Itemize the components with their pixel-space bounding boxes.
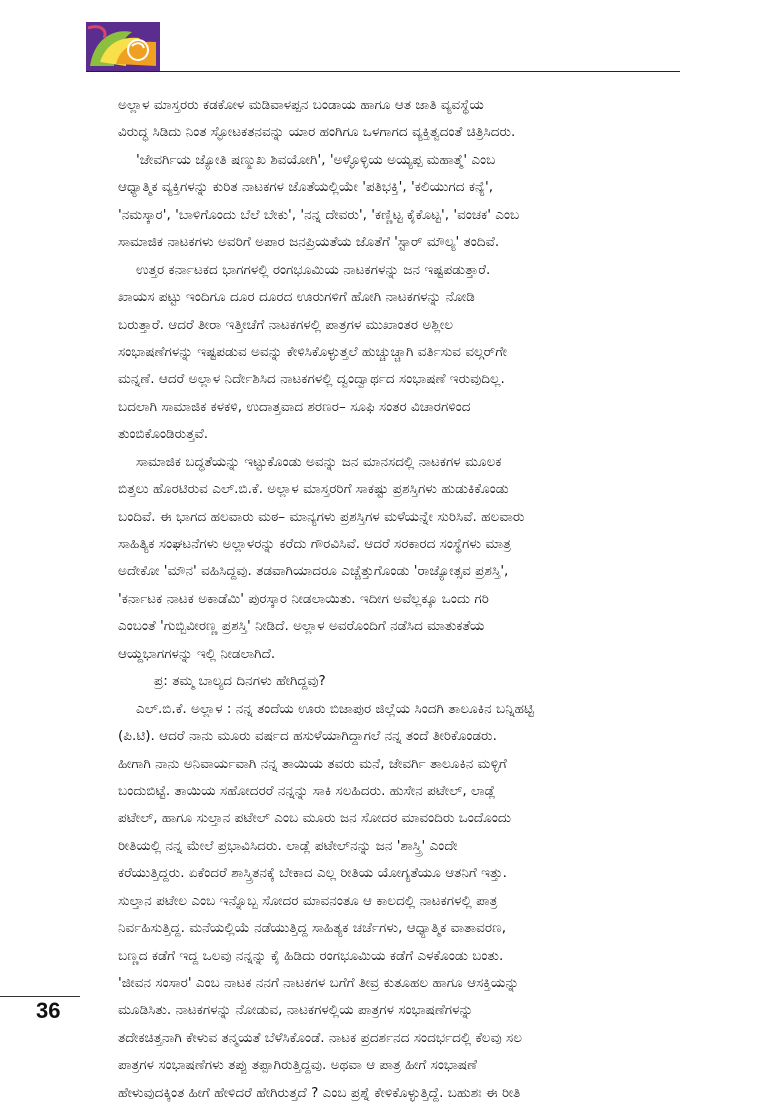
body-line: ರೀತಿಯಲ್ಲಿ ನನ್ನ ಮೇಲೆ ಪ್ರಭಾವಿಸಿದರು. ಲಾಡ್ಲೆ ಪಟೇಲ್‌ನನ್ನು ಜನ 'ಶಾಸ್ತ್ರಿ' ಎಂದೇ: [118, 837, 458, 854]
body-line: 'ನಮಸ್ಕಾರ', 'ಬಾಳಿಗೊಂದು ಬೆಲೆ ಬೇಕು', 'ನನ್ನ ದೇವರು', 'ಕಣ್ಣಿಟ್ಟ ಕೈಕೊಟ್ಟ', 'ವಂಚಕ' ಎಂಬ: [118, 206, 520, 223]
body-line: ವಿರುದ್ಧ ಸಿಡಿದು ನಿಂತ ಸ್ಫೋಟಕತನವನ್ನು ಯಾರ ಹಂಗಿಗೂ ಒಳಗಾಗದ ವ್ಯಕ್ತಿತ್ವದಂತೆ ಚಿತ್ರಿಸಿದರು.: [118, 124, 516, 141]
body-line: ಅಲ್ಲಾಳ ಮಾಸ್ತರರು ಕಡಕೋಳ ಮಡಿವಾಳಪ್ಪನ ಬಂಡಾಯ ಹಾಗೂ ಆತ ಜಾತಿ ವ್ಯವಸ್ಥೆಯ: [118, 97, 484, 113]
body-line: ಆಧ್ಯಾತ್ಮಿಕ ವ್ಯಕ್ತಿಗಳನ್ನು ಕುರಿತ ನಾಟಕಗಳ ಜೊತೆಯಲ್ಲಿಯೇ 'ಪತಿಭಕ್ತಿ', 'ಕಲಿಯುಗದ ಕನ್ಯೆ',: [118, 179, 494, 196]
body-line: ಬಂದುಬಿಟ್ಟೆ. ತಾಯಿಯ ಸಹೋದರರೆ ನನ್ನನ್ನು ಸಾಕಿ ಸಲಹಿದರು. ಹುಸೇನ ಪಟೇಲ್, ಲಾಡ್ಲೆ: [118, 782, 496, 799]
body-line: ಹೇಳುವುದಕ್ಕಿಂತ ಹೀಗೆ ಹೇಳಿದರೆ ಹೇಗಿರುತ್ತದೆ ? ಎಂಬ ಪ್ರಶ್ನೆ ಕೇಳಿಕೊಳ್ಳುತ್ತಿದ್ದೆ. ಬಹುಶಃ ಈ ರೀತಿ: [118, 1084, 521, 1101]
body-line: ಬದಲಾಗಿ ಸಾಮಾಜಿಕ ಕಳಕಳಿ, ಉದಾತ್ತವಾದ ಶರಣರ– ಸೂಫಿ ಸಂತರ ವಿಚಾರಗಳಿಂದ: [118, 398, 471, 415]
answer-line: ಎಲ್.ಬಿ.ಕೆ. ಅಲ್ಲಾಳ : ನನ್ನ ತಂದೆಯ ಊರು ಬಿಜಾಪುರ ಜಿಲ್ಲೆಯ ಸಿಂದಗಿ ತಾಲೂಕಿನ ಬನ್ನಿಹಟ್ಟಿ: [136, 700, 534, 717]
header-rule: [86, 71, 680, 72]
body-line: ಉತ್ತರ ಕರ್ನಾಟಕದ ಭಾಗಗಳಲ್ಲಿ ರಂಗಭೂಮಿಯ ನಾಟಕಗಳನ್ನು ಜನ ಇಷ್ಟಪಡುತ್ತಾರೆ.: [136, 261, 491, 278]
footer-rule: [0, 996, 80, 997]
body-line: ಸಾಮಾಜಿಕ ನಾಟಕಗಳು ಅವರಿಗೆ ಅಪಾರ ಜನಪ್ರಿಯತೆಯ ಜೊತೆಗೆ 'ಸ್ಟಾರ್ ಮೌಲ್ಯ' ತಂದಿವೆ.: [118, 234, 500, 251]
body-line: ಖಾಯಸ ಪಟ್ಟು ಇಂದಿಗೂ ದೂರ ದೂರದ ಊರುಗಳಿಗೆ ಹೋಗಿ ನಾಟಕಗಳನ್ನು ನೋಡಿ: [118, 289, 475, 306]
body-line: 'ಕರ್ನಾಟಕ ನಾಟಕ ಅಕಾಡೆಮಿ' ಪುರಸ್ಕಾರ ನೀಡಲಾಯಿತು. ಇದೀಗ ಅವೆಲ್ಲಕ್ಕೂ ಒಂದು ಗರಿ: [118, 590, 489, 607]
body-line: (ಪಿ.ಟಿ). ಆದರೆ ನಾನು ಮೂರು ವರ್ಷದ ಹಸುಳೆಯಾಗಿದ್ದಾಗಲೆ ನನ್ನ ತಂದೆ ತೀರಿಕೊಂಡರು.: [118, 728, 497, 745]
body-line: ಮನ್ನಣೆ. ಆದರೆ ಅಲ್ಲಾಳ ನಿರ್ದೇಶಿಸಿದ ನಾಟಕಗಳಲ್ಲಿ ದ್ವಂದ್ವಾರ್ಥದ ಸಂಭಾಷಣೆ ಇರುವುದಿಲ್ಲ.: [118, 371, 505, 388]
body-line: 'ಜೇವರ್ಗಿಯ ಜ್ಯೋತಿ ಷಣ್ಮುಖ ಶಿವಯೋಗಿ', 'ಅಳ್ಳೊಳ್ಳಿಯ ಅಯ್ಯಪ್ಪ ಮಹಾತ್ಮೆ' ಎಂಬ: [136, 151, 496, 168]
body-line: ನಿರ್ವಹಿಸುತ್ತಿದ್ದ. ಮನೆಯಲ್ಲಿಯೆ ನಡೆಯುತ್ತಿದ್ದ ಸಾಹಿತ್ಯಕ ಚರ್ಚೆಗಳು, ಆಧ್ಯಾತ್ಮಿಕ ವಾತಾವರಣ,: [118, 920, 507, 937]
body-line: ಪಾತ್ರಗಳ ಸಂಭಾಷಣೆಗಳು ತಪ್ಪು ತಪ್ಪಾಗಿರುತ್ತಿದ್ದವು. ಅಥವಾ ಆ ಪಾತ್ರ ಹೀಗೆ ಸಂಭಾಷಣೆ: [118, 1057, 478, 1074]
page-number: 36: [36, 998, 61, 1023]
question-line: ಪ್ರ: ತಮ್ಮ ಬಾಲ್ಯದ ದಿನಗಳು ಹೇಗಿದ್ದವು?: [154, 673, 326, 690]
article-body: [118, 92, 678, 1107]
body-line: ಕರೆಯುತ್ತಿದ್ದರು. ಏಕೆಂದರೆ ಶಾಸ್ತ್ರಿತನಕ್ಕೆ ಬೇಕಾದ ಎಲ್ಲ ರೀತಿಯ ಯೋಗ್ಯತೆಯೂ ಆತನಿಗೆ ಇತ್ತು.: [118, 865, 507, 882]
body-line: ತದೇಕಚಿತ್ತನಾಗಿ ಕೇಳುವ ತನ್ಮಯತೆ ಬೆಳೆಸಿಕೊಂಡೆ. ನಾಟಕ ಪ್ರದರ್ಶನದ ಸಂದರ್ಭದಲ್ಲಿ ಕೆಲವು ಸಲ: [118, 1029, 523, 1046]
body-line: ಹೀಗಾಗಿ ನಾನು ಅನಿವಾರ್ಯವಾಗಿ ನನ್ನ ತಾಯಿಯ ತವರು ಮನೆ, ಜೇವರ್ಗಿ ತಾಲೂಕಿನ ಮಳ್ಳಿಗೆ: [118, 755, 507, 772]
body-line: ಬಣ್ಣದ ಕಡೆಗೆ ಇದ್ದ ಒಲವು ನನ್ನನ್ನು ಕೈ ಹಿಡಿದು ರಂಗಭೂಮಿಯ ಕಡೆಗೆ ಎಳಕೊಂಡು ಬಂತು.: [118, 947, 504, 964]
body-line: ಬಂದಿವೆ. ಈ ಭಾಗದ ಹಲವಾರು ಮಠ– ಮಾನ್ಯಗಳು ಪ್ರಶಸ್ತಿಗಳ ಮಳೆಯನ್ನೇ ಸುರಿಸಿವೆ. ಹಲವಾರು: [118, 508, 525, 525]
body-line: ಎಂಬಂತೆ 'ಗುಬ್ಬಿವೀರಣ್ಣ ಪ್ರಶಸ್ತಿ' ನೀಡಿದೆ. ಅಲ್ಲಾಳ ಅವರೊಂದಿಗೆ ನಡೆಸಿದ ಮಾತುಕತೆಯ: [118, 618, 485, 635]
body-line: 'ಜೀವನ ಸಂಸಾರ' ಎಂಬ ನಾಟಕ ನನಗೆ ನಾಟಕಗಳ ಬಗೆಗೆ ತೀವ್ರ ಕುತೂಹಲ ಹಾಗೂ ಆಸಕ್ತಿಯನ್ನು: [118, 975, 520, 991]
publication-logo-icon: [86, 22, 160, 72]
body-line: ಸಾಹಿತ್ಯಿಕ ಸಂಘಟನೆಗಳು ಅಲ್ಲಾಳರನ್ನು ಕರೆದು ಗೌರವಿಸಿವೆ. ಆದರೆ ಸರಕಾರದ ಸಂಸ್ಥೆಗಳು ಮಾತ್ರ: [118, 536, 511, 552]
body-line: ಸಾಮಾಜಿಕ ಬದ್ಧತೆಯನ್ನು ಇಟ್ಟುಕೊಂಡು ಅವನ್ನು ಜನ ಮಾನಸದಲ್ಲಿ ನಾಟಕಗಳ ಮೂಲಕ: [136, 453, 502, 470]
body-line: ಬಿತ್ತಲು ಹೊರಟಿರುವ ಎಲ್.ಬಿ.ಕೆ. ಅಲ್ಲಾಳ ಮಾಸ್ತರರಿಗೆ ಸಾಕಷ್ಟು ಪ್ರಶಸ್ತಿಗಳು ಹುಡುಕಿಕೊಂಡು: [118, 481, 509, 498]
body-line: ಬರುತ್ತಾರೆ. ಆದರೆ ತೀರಾ ಇತ್ತೀಚೆಗೆ ನಾಟಕಗಳಲ್ಲಿ ಪಾತ್ರಗಳ ಮುಖಾಂತರ ಅಶ್ಲೀಲ: [118, 316, 454, 333]
body-line: ಸುಲ್ತಾನ ಪಟೇಲ ಎಂಬ ಇನ್ನೊಬ್ಬ ಸೋದರ ಮಾವನಂತೂ ಆ ಕಾಲದಲ್ಲಿ ನಾಟಕಗಳಲ್ಲಿ ಪಾತ್ರ: [118, 892, 498, 909]
body-line: ಸಂಭಾಷಣೆಗಳನ್ನು ಇಷ್ಟಪಡುವ ಅವನ್ನು ಕೇಳಿಸಿಕೊಳ್ಳುತ್ತಲೆ ಹುಚ್ಚುಚ್ಚಾಗಿ ವರ್ತಿಸುವ ವಲ್ಗರ್‌ಗೇ: [118, 343, 508, 360]
body-line: ಅದೇಕೋ 'ಮೌನ' ವಹಿಸಿದ್ದವು. ತಡವಾಗಿಯಾದರೂ ಎಚ್ಚೆತ್ತುಗೊಂಡು 'ರಾಜ್ಯೋತ್ಸವ ಪ್ರಶಸ್ತಿ',: [118, 563, 509, 580]
body-line: ಪಟೇಲ್, ಹಾಗೂ ಸುಲ್ತಾನ ಪಟೇಲ್ ಎಂಬ ಮೂರು ಜನ ಸೋದರ ಮಾವಂದಿರು ಒಂದೊಂದು: [118, 810, 512, 827]
body-line: ಆಯ್ದಭಾಗಗಳನ್ನು ಇಲ್ಲಿ ನೀಡಲಾಗಿದೆ.: [118, 645, 276, 662]
body-line: ಮೂಡಿಸಿತು. ನಾಟಕಗಳನ್ನು ನೋಡುವ, ನಾಟಕಗಳಲ್ಲಿಯ ಪಾತ್ರಗಳ ಸಂಭಾಷಣೆಗಳನ್ನು: [118, 1002, 474, 1019]
body-line: ತುಂಬಿಕೊಂಡಿರುತ್ತವೆ.: [118, 426, 209, 443]
